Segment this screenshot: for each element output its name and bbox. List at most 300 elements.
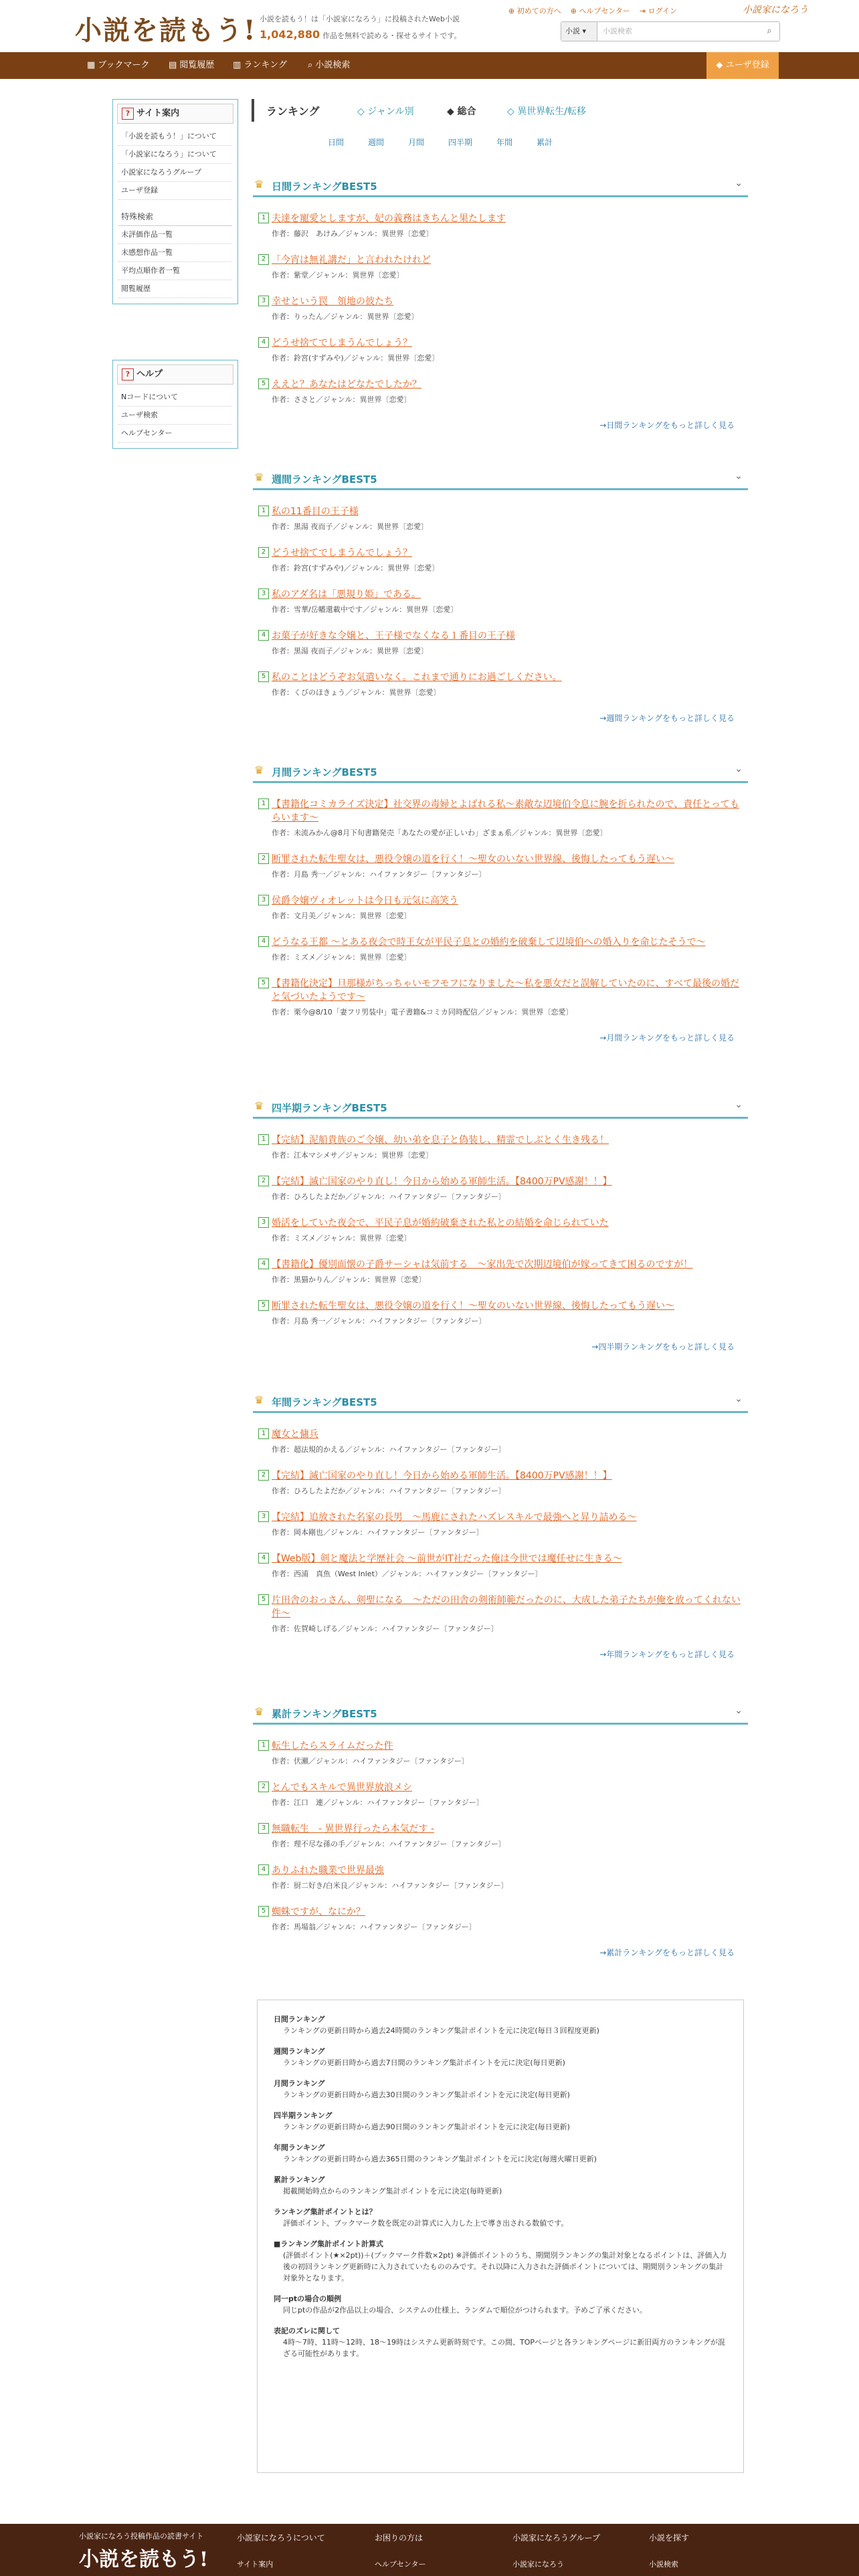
chevron-down-icon[interactable]: ⌄ bbox=[735, 1705, 743, 1716]
genre-link[interactable]: ハイファンタジー〔ファンタジー〕 bbox=[389, 1487, 506, 1495]
novel-meta bbox=[272, 1527, 748, 1537]
genre-link[interactable]: ハイファンタジー〔ファンタジー〕 bbox=[369, 870, 486, 879]
novel-meta bbox=[272, 1485, 748, 1496]
genre-link[interactable]: 異世界〔恋愛〕 bbox=[374, 1275, 426, 1284]
ranking-section bbox=[253, 1703, 748, 1958]
novel-title-link[interactable]: 侯爵令嬢ヴィオレットは今日も元気に高笑う bbox=[272, 895, 459, 906]
explanation-body: ランキングの更新日時から過去7日間のランキング集計ポイントを元に決定(毎日更新) bbox=[283, 2058, 565, 2067]
author-link[interactable]: 理不尽な孫の手 bbox=[294, 1840, 345, 1848]
author-link[interactable]: くびのほきょう bbox=[294, 688, 345, 697]
author-link[interactable]: 紫堂 bbox=[294, 271, 308, 280]
author-link[interactable]: 厨二好き/白米良 bbox=[294, 1881, 348, 1890]
list-item bbox=[253, 894, 748, 921]
ranking-section bbox=[253, 1391, 748, 1660]
list-item bbox=[253, 505, 748, 532]
genre-link[interactable]: ハイファンタジー〔ファンタジー〕 bbox=[389, 1192, 506, 1201]
crown-icon: ♛ bbox=[254, 1394, 264, 1406]
work-count: 1,042,880 bbox=[260, 28, 320, 41]
explanation-body: ランキングの更新日時から過去24時間のランキング集計ポイントを元に決定(毎日３回程度更新) bbox=[283, 2026, 599, 2035]
author-link[interactable]: 岡本剛也 bbox=[294, 1528, 323, 1537]
genre-label: ／ジャンル： bbox=[338, 229, 382, 238]
more-ranking-link[interactable]: →四半期ランキングをもっと詳しく見る bbox=[591, 1342, 735, 1352]
genre-link[interactable]: 異世界〔恋愛〕 bbox=[521, 1008, 573, 1016]
author-link[interactable]: 鈴宮(すずみや) bbox=[294, 564, 344, 572]
genre-link[interactable]: ハイファンタジー〔ファンタジー〕 bbox=[389, 1840, 506, 1848]
novel-title-link[interactable]: 【書籍化】優別面懐の子爵サーシャは気前する 〜家出先で次期辺境伯が嫁ってきて困るのですが！ bbox=[272, 1259, 693, 1270]
genre-link[interactable]: 異世界〔恋愛〕 bbox=[381, 229, 434, 238]
novel-title-link[interactable]: 【書籍化決定】旦那様がちっちゃいモフモフになりました〜私を悪女だと誤解していたのに、すべて最後の婚だと気づいたようです〜 bbox=[272, 978, 740, 1002]
chevron-down-icon[interactable]: ⌄ bbox=[735, 1099, 743, 1110]
author-label: 作者： bbox=[272, 647, 294, 655]
period-link-yearly[interactable]: 年間 bbox=[496, 138, 513, 147]
author-link[interactable]: 未流みかん@8月下旬書籍発売「あなたの愛が正しいわ」ざまぁ系 bbox=[294, 829, 512, 837]
more-ranking-link[interactable]: →年間ランキングをもっと詳しく見る bbox=[599, 1650, 735, 1659]
chevron-down-icon[interactable]: ⌄ bbox=[735, 471, 743, 481]
genre-label: ／ジャンル： bbox=[316, 953, 360, 962]
rank-number: 3 bbox=[258, 1823, 269, 1834]
author-link[interactable]: 馬場翁 bbox=[294, 1923, 316, 1931]
list-item bbox=[253, 1822, 748, 1849]
genre-label: ／ジャンル： bbox=[512, 829, 556, 837]
author-label: 作者： bbox=[272, 1234, 294, 1243]
novel-title-link[interactable]: 婚活をしていた夜会で、平民子息が婚約破棄された私との結婚を命じられていた bbox=[272, 1218, 609, 1228]
author-label: 作者： bbox=[272, 271, 294, 280]
work-counter bbox=[260, 28, 461, 41]
author-link[interactable]: ささと bbox=[294, 395, 316, 404]
list-item bbox=[253, 671, 748, 697]
novel-meta bbox=[272, 562, 748, 573]
footer-col-about[interactable]: 小説家になろうについて bbox=[237, 2533, 325, 2543]
author-label: 作者： bbox=[272, 354, 294, 362]
section-header[interactable] bbox=[253, 175, 748, 197]
genre-label: ／ジャンル： bbox=[332, 522, 377, 531]
sidebar-item[interactable]: 「小説を読もう！」について bbox=[118, 128, 232, 146]
novel-meta bbox=[272, 228, 748, 239]
crown-icon: ♛ bbox=[254, 1705, 264, 1718]
list-item bbox=[253, 1134, 748, 1160]
tab-isekai[interactable]: ◇ 異世界転生/転移 bbox=[507, 106, 586, 117]
genre-label: ／ジャンル： bbox=[316, 1923, 360, 1931]
section-title: 年間ランキングBEST5 bbox=[272, 1396, 377, 1408]
novel-title-link[interactable]: 無職転生 - 異世界行ったら本気だす - bbox=[272, 1824, 435, 1834]
ranking-section bbox=[253, 761, 748, 1043]
list-item bbox=[253, 1299, 748, 1326]
rank-number: 3 bbox=[258, 1217, 269, 1228]
author-link[interactable]: 黒猫かりん bbox=[294, 1275, 330, 1284]
beginner-link[interactable]: ⊕ 初めての方へ bbox=[508, 7, 561, 15]
novel-meta bbox=[272, 311, 748, 322]
genre-label: ／ジャンル： bbox=[343, 564, 388, 572]
ranking-section bbox=[253, 175, 748, 431]
sidebar-item[interactable]: 閲覧履歴 bbox=[118, 280, 232, 298]
genre-label: ／ジャンル： bbox=[325, 1317, 370, 1325]
sidebar-item[interactable]: 小説家になろうグループ bbox=[118, 164, 232, 182]
rank-number: 2 bbox=[258, 1470, 269, 1481]
rank-number: 2 bbox=[258, 853, 269, 864]
search-category-select[interactable]: 小説 ▾ bbox=[561, 22, 597, 41]
novel-meta bbox=[272, 1444, 748, 1455]
search-input[interactable]: 小説検索 bbox=[603, 27, 632, 35]
novel-title-link[interactable]: ありふれた職業で世界最強 bbox=[272, 1865, 384, 1876]
sidebar-item[interactable]: ユーザ登録 bbox=[118, 182, 232, 200]
sidebar-item[interactable]: 未感想作品一覧 bbox=[118, 244, 232, 262]
more-ranking-link[interactable]: →日間ランキングをもっと詳しく見る bbox=[599, 421, 735, 430]
author-label: 作者： bbox=[272, 1151, 294, 1160]
ranking-explanation bbox=[257, 2000, 744, 2473]
novel-title-link[interactable]: 片田舎のおっさん、剣聖になる 〜ただの田舎の剣術師範だったのに、大成した弟子たちが俺を放ってくれない件〜 bbox=[272, 1595, 741, 1619]
list-item bbox=[253, 1258, 748, 1285]
list-item bbox=[253, 977, 748, 1017]
chevron-down-icon[interactable]: ⌄ bbox=[735, 764, 743, 774]
tab-overall[interactable]: ◆ 総合 bbox=[447, 106, 476, 117]
genre-link[interactable]: 異世界〔恋愛〕 bbox=[359, 953, 411, 962]
more-ranking-link[interactable]: →月間ランキングをもっと詳しく見る bbox=[599, 1033, 735, 1043]
author-label: 作者： bbox=[272, 1192, 294, 1201]
site-logo[interactable]: 小説を読もう! bbox=[75, 15, 257, 46]
author-link[interactable]: 佐賀崎しげる bbox=[294, 1624, 338, 1633]
footer-sub-link[interactable]: 小説家になろう bbox=[512, 2560, 564, 2569]
genre-label: ／ジャンル： bbox=[345, 1192, 389, 1201]
rank-number: 3 bbox=[258, 296, 269, 306]
list-item bbox=[253, 1428, 748, 1455]
footer-sub-link[interactable]: サイト案内 bbox=[237, 2560, 274, 2569]
novel-title-link[interactable]: 【完結】滅亡国家のやり直し！今日から始める軍師生活。【8400万PV感謝！！】 bbox=[272, 1471, 612, 1481]
login-link[interactable]: ⇥ ログイン bbox=[639, 7, 678, 15]
period-link-monthly[interactable]: 月間 bbox=[408, 138, 425, 147]
rank-number: 2 bbox=[258, 254, 269, 265]
author-label: 作者： bbox=[272, 312, 294, 321]
sidebar-item[interactable]: 未評価作品一覧 bbox=[118, 226, 232, 244]
list-item bbox=[253, 212, 748, 239]
rank-number: 2 bbox=[258, 1176, 269, 1186]
author-link[interactable]: 伏瀬 bbox=[294, 1757, 308, 1765]
genre-link[interactable]: 異世界〔恋愛〕 bbox=[359, 395, 411, 404]
genre-label: ／ジャンル： bbox=[338, 1624, 382, 1633]
genre-link[interactable]: ハイファンタジー〔ファンタジー〕 bbox=[359, 1923, 476, 1931]
author-label: 作者： bbox=[272, 1445, 294, 1454]
ranking-section bbox=[253, 1097, 748, 1352]
site-footer bbox=[0, 2524, 859, 2576]
explanation-heading: 累計ランキング bbox=[274, 2175, 325, 2184]
genre-link[interactable]: 異世界〔恋愛〕 bbox=[389, 688, 441, 697]
author-link[interactable]: 月島 秀一 bbox=[294, 870, 326, 879]
genre-link[interactable]: 異世界〔恋愛〕 bbox=[352, 271, 404, 280]
footer-logo[interactable]: 小説を読もう! bbox=[79, 2548, 209, 2571]
site-header bbox=[0, 0, 859, 52]
explanation-heading: ■ランキング集計ポイント計算式 bbox=[274, 2240, 384, 2248]
author-label: 作者： bbox=[272, 870, 294, 879]
novel-title-link[interactable]: どうせ捨てでしまうんでしょう？ bbox=[272, 548, 412, 558]
list-item bbox=[253, 1469, 748, 1496]
author-link[interactable]: 栗今@8/10「妻フリ男装中」電子書籍&コミカ同時配信 bbox=[294, 1008, 478, 1016]
nav-ranking[interactable]: ▥ ランキング bbox=[233, 60, 288, 70]
section-title: 週間ランキングBEST5 bbox=[272, 473, 377, 486]
explanation-heading: 表記のズレに関して bbox=[274, 2327, 340, 2335]
list-item bbox=[253, 336, 748, 363]
author-link[interactable]: ひろしたよだか bbox=[294, 1192, 345, 1201]
author-label: 作者： bbox=[272, 395, 294, 404]
novel-meta bbox=[272, 1568, 748, 1579]
period-link-weekly[interactable]: 週間 bbox=[368, 138, 385, 147]
sidebar-item[interactable]: ユーザ検索 bbox=[118, 407, 232, 425]
genre-link[interactable]: 異世界〔恋愛〕 bbox=[377, 647, 429, 655]
genre-link[interactable]: 異世界〔恋愛〕 bbox=[381, 1151, 434, 1160]
author-link[interactable]: ひろしたよだか bbox=[294, 1487, 345, 1495]
novel-title-link[interactable]: 【Web版】剣と魔法と学歴社会 〜前世がIT社だった俺は今世では魔任せに生きる〜 bbox=[272, 1553, 622, 1564]
author-link[interactable]: 文月美 bbox=[294, 911, 316, 920]
author-link[interactable]: 雪華/岳幡還載中です bbox=[294, 605, 363, 614]
section-title: 累計ランキングBEST5 bbox=[272, 1708, 377, 1720]
author-link[interactable]: 超法規的かえる bbox=[294, 1445, 345, 1454]
rank-number: 1 bbox=[258, 1134, 269, 1145]
section-header[interactable] bbox=[253, 1097, 748, 1119]
novel-title-link[interactable]: どうなる王都 〜とある夜会で時王女が平民子息との婚約を破棄して辺境伯への婚入りを命じたそうで〜 bbox=[272, 937, 706, 948]
novel-title-link[interactable]: 私の11番目の王子様 bbox=[272, 506, 359, 517]
genre-link[interactable]: ハイファンタジー〔ファンタジー〕 bbox=[425, 1570, 543, 1578]
list-item bbox=[253, 798, 748, 838]
novel-meta bbox=[272, 1623, 748, 1634]
novel-title-link[interactable]: 断罪された転生聖女は、悪役令嬢の道を行く！〜聖女のいない世界線、後悔したってもう遅い〜 bbox=[272, 854, 674, 865]
genre-label: ／ジャンル： bbox=[343, 354, 388, 362]
explanation-heading: 週間ランキング bbox=[274, 2047, 325, 2056]
sidebar-item[interactable]: ヘルプセンター bbox=[118, 425, 232, 443]
novel-meta bbox=[272, 1797, 748, 1808]
genre-label: ／ジャンル： bbox=[345, 688, 389, 697]
list-item bbox=[253, 853, 748, 879]
novel-title-link[interactable]: 幸せという罠 領地の彼たち bbox=[272, 296, 393, 307]
genre-label: ／ジャンル： bbox=[316, 395, 360, 404]
author-label: 作者： bbox=[272, 1757, 294, 1765]
novel-meta bbox=[272, 352, 748, 363]
genre-link[interactable]: 異世界〔恋愛〕 bbox=[359, 1234, 411, 1243]
footer-caption: 小説家になろう投稿作品の読書サイト bbox=[79, 2532, 204, 2541]
novel-meta bbox=[272, 1755, 748, 1766]
author-link[interactable]: 鈴宮(すずみや) bbox=[294, 354, 344, 362]
tab-genre[interactable]: ◇ ジャンル別 bbox=[357, 106, 414, 117]
author-label: 作者： bbox=[272, 1923, 294, 1931]
footer-col-group[interactable]: 小説家になろうグループ bbox=[512, 2533, 601, 2543]
genre-link[interactable]: 異世界〔恋愛〕 bbox=[387, 354, 440, 362]
genre-label: ／ジャンル： bbox=[316, 1234, 360, 1243]
footer-col-help[interactable]: お困りの方は bbox=[375, 2533, 423, 2543]
more-ranking-link[interactable]: →週間ランキングをもっと詳しく見る bbox=[599, 714, 735, 723]
narou-brand-logo[interactable]: 小説家になろう bbox=[743, 5, 808, 15]
list-item bbox=[253, 1739, 748, 1766]
novel-meta bbox=[272, 827, 748, 838]
rank-number: 3 bbox=[258, 588, 269, 599]
author-label: 作者： bbox=[272, 1317, 294, 1325]
novel-title-link[interactable]: 【完結】滅亡国家のやり直し！今日から始める軍師生活。【8400万PV感謝！！】 bbox=[272, 1176, 612, 1187]
novel-meta bbox=[272, 910, 748, 921]
author-label: 作者： bbox=[272, 1798, 294, 1807]
section-title: 四半期ランキングBEST5 bbox=[272, 1102, 387, 1114]
novel-meta bbox=[272, 270, 748, 280]
novel-meta bbox=[272, 1838, 748, 1849]
genre-label: ／ジャンル： bbox=[477, 1008, 522, 1016]
genre-link[interactable]: ハイファンタジー〔ファンタジー〕 bbox=[369, 1317, 486, 1325]
rank-number: 5 bbox=[258, 1906, 269, 1917]
list-item bbox=[253, 1511, 748, 1537]
rank-number: 4 bbox=[258, 1553, 269, 1564]
genre-link[interactable]: ハイファンタジー〔ファンタジー〕 bbox=[367, 1528, 484, 1537]
section-header[interactable] bbox=[253, 1391, 748, 1413]
author-link[interactable]: 黒湯 夜而子 bbox=[294, 522, 333, 531]
author-label: 作者： bbox=[272, 829, 294, 837]
section-header[interactable] bbox=[253, 761, 748, 783]
genre-label: ／ジャンル： bbox=[308, 271, 353, 280]
novel-meta bbox=[272, 604, 748, 615]
genre-link[interactable]: ハイファンタジー〔ファンタジー〕 bbox=[381, 1624, 498, 1633]
author-label: 作者： bbox=[272, 1275, 294, 1284]
chevron-down-icon[interactable]: ⌄ bbox=[735, 1394, 743, 1404]
ranking-section bbox=[253, 468, 748, 724]
novel-meta bbox=[272, 645, 748, 656]
genre-label: ／ジャンル： bbox=[308, 1757, 353, 1765]
novel-title-link[interactable]: お菓子が好きな令嬢と、王子様でなくなる１番目の王子様 bbox=[272, 631, 515, 641]
question-icon: ? bbox=[122, 108, 134, 120]
genre-link[interactable]: ハイファンタジー〔ファンタジー〕 bbox=[367, 1798, 484, 1807]
author-label: 作者： bbox=[272, 688, 294, 697]
section-header[interactable] bbox=[253, 1703, 748, 1725]
novel-meta bbox=[272, 952, 748, 962]
crown-icon: ♛ bbox=[254, 1099, 264, 1112]
footer-sub-link[interactable]: 小説検索 bbox=[649, 2560, 678, 2569]
novel-meta bbox=[272, 687, 748, 697]
period-link-daily[interactable]: 日間 bbox=[328, 138, 345, 147]
novel-title-link[interactable]: とんでもスキルで異世界放浪メシ bbox=[272, 1782, 412, 1793]
explanation-body: ランキングの更新日時から過去90日間のランキング集計ポイントを元に決定(毎日更新) bbox=[283, 2123, 570, 2131]
novel-title-link[interactable]: 私のことはどうぞお気遣いなく。これまで通りにお過ごしください。 bbox=[272, 672, 562, 683]
author-link[interactable]: 西浦 真魚（West Inlet） bbox=[294, 1570, 382, 1578]
rank-number: 2 bbox=[258, 547, 269, 558]
explanation-heading: 同一ptの場合の順例 bbox=[274, 2294, 342, 2303]
author-link[interactable]: りったん bbox=[294, 312, 323, 321]
genre-label: ／ジャンル： bbox=[347, 1881, 392, 1890]
list-item bbox=[253, 1781, 748, 1808]
novel-title-link[interactable]: 「今宵は無礼講だ」と言われたけれど bbox=[272, 255, 431, 265]
author-link[interactable]: ミズメ bbox=[294, 1234, 316, 1243]
period-link-quarterly[interactable]: 四半期 bbox=[448, 138, 473, 147]
footer-col-search[interactable]: 小説を探す bbox=[649, 2533, 690, 2543]
list-item bbox=[253, 1864, 748, 1891]
period-link-total[interactable]: 累計 bbox=[537, 138, 553, 147]
genre-link[interactable]: ハイファンタジー〔ファンタジー〕 bbox=[352, 1757, 469, 1765]
novel-title-link[interactable]: 【完結】泥船貴族のご令嬢、幼い弟を息子と偽装し、精霊でしぶとく生き残る！ bbox=[272, 1135, 609, 1146]
explanation-heading: 四半期ランキング bbox=[274, 2111, 332, 2120]
explanation-body: 4時〜7時、11時〜12時、18〜19時はシステム更新時刻です。この間、TOPページと各ランキングページに新旧両方のランキングが混ざる可能性があります。 bbox=[283, 2338, 725, 2358]
genre-label: ／ジャンル： bbox=[345, 1487, 389, 1495]
novel-meta bbox=[272, 1921, 748, 1932]
author-label: 作者： bbox=[272, 1840, 294, 1848]
author-label: 作者： bbox=[272, 1881, 294, 1890]
sidebar-help bbox=[112, 360, 238, 449]
page-title: ランキング bbox=[266, 105, 320, 118]
user-register-button[interactable]: ◆ ユーザ登録 bbox=[706, 52, 779, 79]
novel-title-link[interactable]: 断罪された転生聖女は、悪役令嬢の道を行く！〜聖女のいない世界線、後悔したってもう遅い〜 bbox=[272, 1301, 674, 1311]
nav-history[interactable]: ▤ 閲覧履歴 bbox=[169, 60, 215, 70]
novel-title-link[interactable]: 魔女と傭兵 bbox=[272, 1429, 318, 1440]
explanation-heading: 年間ランキング bbox=[274, 2143, 325, 2152]
novel-title-link[interactable]: ええと？あなたはどなたでしたか？ bbox=[272, 379, 421, 390]
author-link[interactable]: 月島 秀一 bbox=[294, 1317, 326, 1325]
novel-title-link[interactable]: 【書籍化コミカライズ決定】社交界の毒婦とよばれる私〜素敵な辺境伯令息に腕を折られたので、責任とってもらいます〜 bbox=[272, 799, 739, 823]
novel-title-link[interactable]: 【完結】追放された名家の長男 〜馬鹿にされたハズレスキルで最強へと昇り詰める〜 bbox=[272, 1512, 637, 1523]
search-icon[interactable]: ⌕ bbox=[767, 26, 772, 36]
author-link[interactable]: 藤沢 あけみ bbox=[294, 229, 338, 238]
list-item bbox=[253, 1216, 748, 1243]
author-label: 作者： bbox=[272, 605, 294, 614]
site-tagline: 小説を読もう！は「小説家になろう」に投稿されたWeb小説 bbox=[260, 15, 460, 23]
sidebar-about-title: ? サイト案内 bbox=[117, 104, 233, 124]
list-item bbox=[253, 588, 748, 615]
author-label: 作者： bbox=[272, 1528, 294, 1537]
author-label: 作者： bbox=[272, 1570, 294, 1578]
help-center-link[interactable]: ⊕ ヘルプセンター bbox=[570, 7, 630, 15]
explanation-heading: 日間ランキング bbox=[274, 2015, 325, 2024]
footer-sub-link[interactable]: ヘルプセンター bbox=[375, 2560, 426, 2569]
explanation-body: ランキングの更新日時から過去365日間のランキング集計ポイントを元に決定(毎週火曜日更新) bbox=[283, 2155, 597, 2163]
nav-search[interactable]: ⌕ 小説検索 bbox=[308, 60, 351, 70]
author-label: 作者： bbox=[272, 953, 294, 962]
top-links bbox=[508, 5, 677, 16]
genre-label: ／ジャンル： bbox=[337, 1151, 382, 1160]
genre-link[interactable]: 異世界〔恋愛〕 bbox=[367, 312, 419, 321]
list-item bbox=[253, 295, 748, 322]
crown-icon: ♛ bbox=[254, 471, 264, 484]
novel-meta bbox=[272, 1274, 748, 1285]
genre-link[interactable]: 異世界〔恋愛〕 bbox=[387, 564, 440, 572]
novel-title-link[interactable]: 転生したらスライムだった件 bbox=[272, 1741, 393, 1751]
rank-number: 1 bbox=[258, 798, 269, 809]
genre-link[interactable]: 異世界〔恋愛〕 bbox=[377, 522, 429, 531]
rank-number: 5 bbox=[258, 978, 269, 988]
genre-label: ／ジャンル： bbox=[323, 1798, 367, 1807]
crown-icon: ♛ bbox=[254, 178, 264, 191]
genre-link[interactable]: 異世界〔恋愛〕 bbox=[555, 829, 607, 837]
list-item bbox=[253, 1594, 748, 1634]
explanation-body: 同じptの作品が2作品以上の場合、システムの仕様上、ランダムで順位がつけられます。予めご了承ください。 bbox=[283, 2306, 647, 2315]
rank-number: 4 bbox=[258, 337, 269, 348]
more-ranking-link[interactable]: →累計ランキングをもっと詳しく見る bbox=[599, 1948, 735, 1957]
author-link[interactable]: 江口 連 bbox=[294, 1798, 323, 1807]
list-item bbox=[253, 1175, 748, 1202]
sidebar-item[interactable]: 「小説家になろう」について bbox=[118, 146, 232, 164]
novel-title-link[interactable]: 私のアダ名は「悪規り姫」である。 bbox=[272, 589, 421, 600]
genre-link[interactable]: 異世界〔恋愛〕 bbox=[359, 911, 411, 920]
genre-link[interactable]: ハイファンタジー〔ファンタジー〕 bbox=[391, 1881, 508, 1890]
chevron-down-icon[interactable]: ⌄ bbox=[735, 178, 743, 189]
genre-link[interactable]: 異世界〔恋愛〕 bbox=[406, 605, 458, 614]
author-link[interactable]: ミズメ bbox=[294, 953, 316, 962]
rank-number: 5 bbox=[258, 1594, 269, 1605]
novel-meta bbox=[272, 1232, 748, 1243]
author-label: 作者： bbox=[272, 1487, 294, 1495]
genre-label: ／ジャンル： bbox=[323, 1528, 367, 1537]
genre-link[interactable]: ハイファンタジー〔ファンタジー〕 bbox=[389, 1445, 506, 1454]
author-link[interactable]: 江本マシメサ bbox=[294, 1151, 338, 1160]
nav-bookmark[interactable]: ▦ ブックマーク bbox=[87, 60, 150, 70]
novel-title-link[interactable]: 夫達を寵愛としますが、妃の義務はきちんと果たします bbox=[272, 213, 506, 224]
author-link[interactable]: 黒湯 夜而子 bbox=[294, 647, 333, 655]
rank-number: 4 bbox=[258, 1864, 269, 1875]
sidebar-item[interactable]: 平均点順作者一覧 bbox=[118, 262, 232, 280]
section-header[interactable] bbox=[253, 468, 748, 490]
sidebar-item[interactable]: Nコードについて bbox=[118, 389, 232, 407]
novel-title-link[interactable]: どうせ捨てでしまうんでしょう？ bbox=[272, 338, 412, 348]
rank-number: 4 bbox=[258, 936, 269, 947]
novel-title-link[interactable]: 蜘蛛ですが、なにか？ bbox=[272, 1907, 365, 1917]
novel-meta bbox=[272, 1150, 748, 1160]
